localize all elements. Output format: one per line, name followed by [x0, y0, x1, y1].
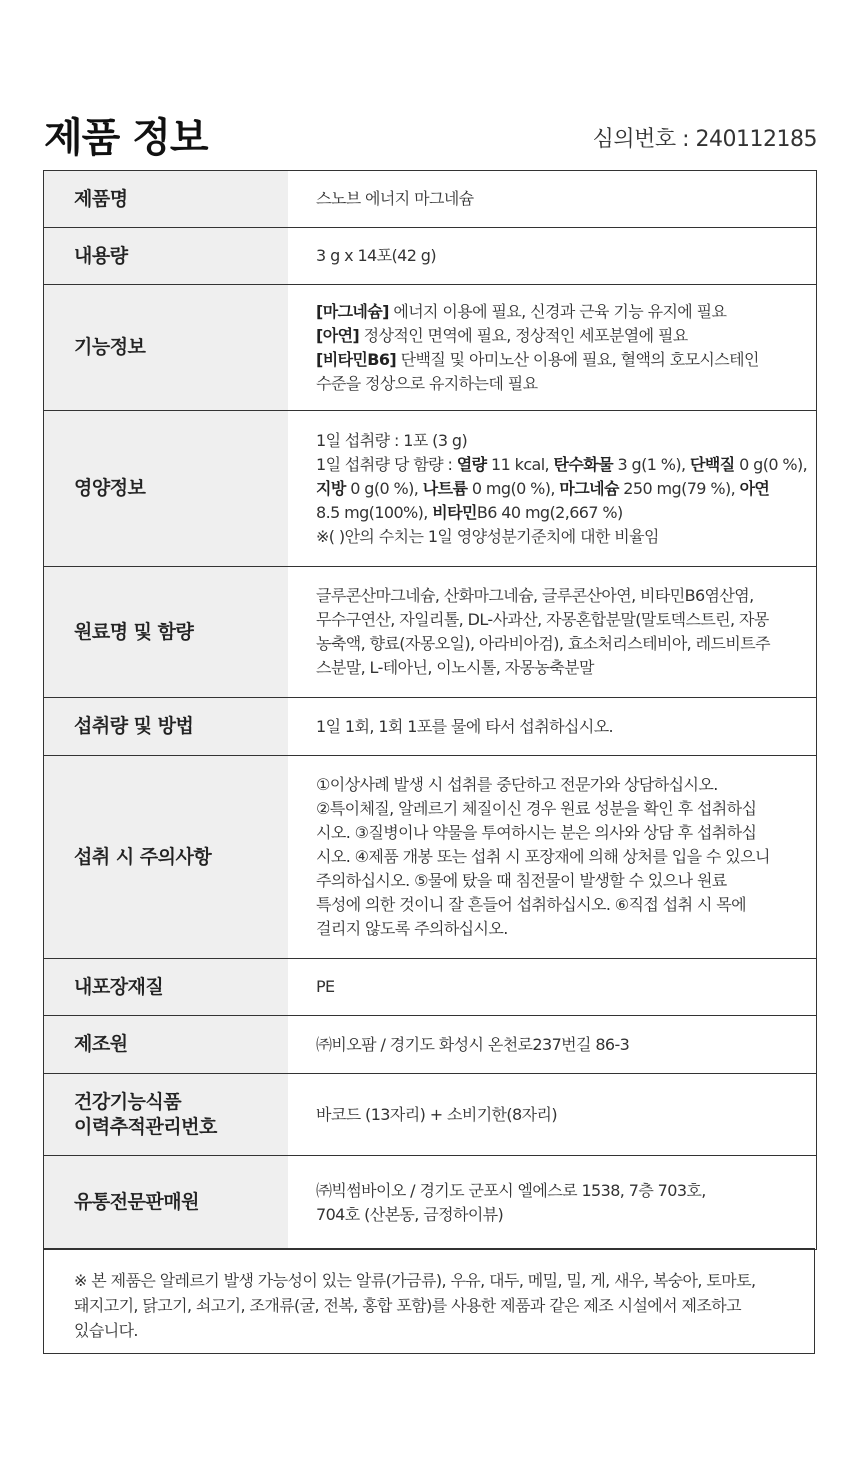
row-content-amount [44, 228, 816, 285]
row-distributor [44, 1156, 816, 1250]
function-text: 에너지 이용에 필요, 신경과 근육 기능 유지에 필요 [388, 301, 727, 321]
ingredient-line: 글루콘산마그네슘, 산화마그네슘, 글루콘산아연, 비타민B6염산염, [316, 586, 754, 605]
row-value: 1일 1회, 1회 1포를 물에 타서 섭취하십시오. [316, 716, 614, 736]
row-label: 유통전문판매원 [44, 1156, 288, 1249]
row-precautions [44, 756, 816, 959]
row-label [44, 1074, 288, 1155]
row-label: 기능정보 [44, 285, 288, 410]
precaution-line: ②특이체질, 알레르기 체질이신 경우 원료 성분을 확인 후 섭취하십 [316, 799, 757, 818]
row-value: ㈜비오팜 / 경기도 화성시 온천로237번길 86-3 [316, 1034, 630, 1054]
nutrition-line: ※( )안의 수치는 1일 영양성분기준치에 대한 비율임 [316, 526, 659, 546]
row-label: 내용량 [44, 228, 288, 284]
nutrition-line: 1일 섭취량 당 함량 : 열량 11 kcal, 탄수화물 3 g(1 %), 단백질 0 g(0 %), [316, 454, 808, 474]
page-title: 제품 정보 [44, 115, 208, 161]
row-value: PE [316, 977, 335, 996]
row-intake-method [44, 698, 816, 756]
row-traceability-number [44, 1074, 816, 1156]
notice-line: ※ 본 제품은 알레르기 발생 가능성이 있는 알류(가금류), 우유, 대두, 메밀, 밀, 게, 새우, 복숭아, 토마토, [74, 1271, 756, 1290]
function-line [316, 300, 759, 324]
row-value [288, 1156, 816, 1249]
function-line [316, 372, 759, 396]
header [44, 108, 817, 168]
row-label: 원료명 및 함량 [44, 567, 288, 697]
notice-line: 돼지고기, 닭고기, 쇠고기, 조개류(굴, 전복, 홍합 포함)를 사용한 제품과 같은 제조 시설에서 제조하고 [74, 1296, 741, 1315]
row-value [288, 411, 823, 566]
function-text: 단백질 및 아미노산 이용에 필요, 혈액의 호모시스테인 [396, 349, 759, 369]
row-label: 제품명 [44, 171, 288, 227]
row-packaging-material [44, 959, 816, 1016]
row-value: 바코드 (13자리) + 소비기한(8자리) [316, 1104, 557, 1124]
precaution-line: 주의하십시오. ⑤물에 탔을 때 침전물이 발생할 수 있으나 원료 [316, 871, 727, 890]
function-key: [아연] [316, 325, 360, 345]
precaution-line: 시오. ④제품 개봉 또는 섭취 시 포장재에 의해 상처를 입을 수 있으니 [316, 847, 770, 866]
row-label: 제조원 [44, 1016, 288, 1073]
row-ingredients [44, 567, 816, 698]
function-text: 정상적인 면역에 필요, 정상적인 세포분열에 필요 [359, 325, 688, 345]
row-label: 영양정보 [44, 411, 288, 566]
row-manufacturer [44, 1016, 816, 1074]
distributor-line: 704호 (산본동, 금정하이뷰) [316, 1204, 504, 1224]
precaution-line: 시오. ③질병이나 약물을 투여하시는 분은 의사와 상담 후 섭취하십 [316, 823, 757, 842]
review-number: 심의번호 : 240112185 [592, 127, 817, 152]
label-line: 건강기능식품 [74, 1090, 182, 1113]
row-value: 스노브 에너지 마그네슘 [316, 189, 474, 208]
row-label: 섭취 시 주의사항 [44, 756, 288, 958]
row-value [288, 756, 816, 958]
row-label: 섭취량 및 방법 [44, 698, 288, 755]
row-function-info [44, 285, 816, 411]
allergy-notice [43, 1248, 815, 1354]
function-line [316, 348, 759, 372]
function-line [316, 324, 759, 348]
ingredient-line: 농축액, 향료(자몽오일), 아라비아검), 효소처리스테비아, 레드비트주 [316, 634, 770, 653]
function-key: [마그네슘] [316, 301, 389, 321]
precaution-line: 걸리지 않도록 주의하십시오. [316, 919, 508, 938]
ingredient-line: 무수구연산, 자일리톨, DL-사과산, 자몽혼합분말(말토덱스트린, 자몽 [316, 610, 769, 629]
nutrition-line: 1일 섭취량 : 1포 (3 g) [316, 430, 468, 450]
precaution-line: 특성에 의한 것이니 잘 흔들어 섭취하십시오. ⑥직접 섭취 시 목에 [316, 895, 747, 914]
row-product-name [44, 171, 816, 228]
row-value: 3 g x 14포(42 g) [316, 246, 436, 265]
nutrition-lines [316, 429, 807, 549]
nutrition-line: 지방 0 g(0 %), 나트륨 0 mg(0 %), 마그네슘 250 mg(79 %), 아연 [316, 478, 770, 498]
row-value [288, 285, 816, 410]
function-text: 수준을 정상으로 유지하는데 필요 [316, 373, 538, 393]
row-nutrition-info [44, 411, 816, 567]
row-value [288, 567, 816, 697]
label-line: 이력추적관리번호 [74, 1115, 217, 1138]
ingredient-line: 스분말, L-테아닌, 이노시톨, 자몽농축분말 [316, 658, 594, 677]
notice-line: 있습니다. [74, 1321, 138, 1340]
precaution-line: ①이상사례 발생 시 섭취를 중단하고 전문가와 상담하십시오. [316, 775, 718, 794]
product-info-table [43, 170, 817, 1250]
row-label: 내포장재질 [44, 959, 288, 1015]
function-key: [비타민B6] [316, 349, 397, 369]
distributor-line: ㈜빅썸바이오 / 경기도 군포시 엘에스로 1538, 7층 703호, [316, 1180, 706, 1200]
nutrition-line: 8.5 mg(100%), 비타민B6 40 mg(2,667 %) [316, 502, 623, 522]
